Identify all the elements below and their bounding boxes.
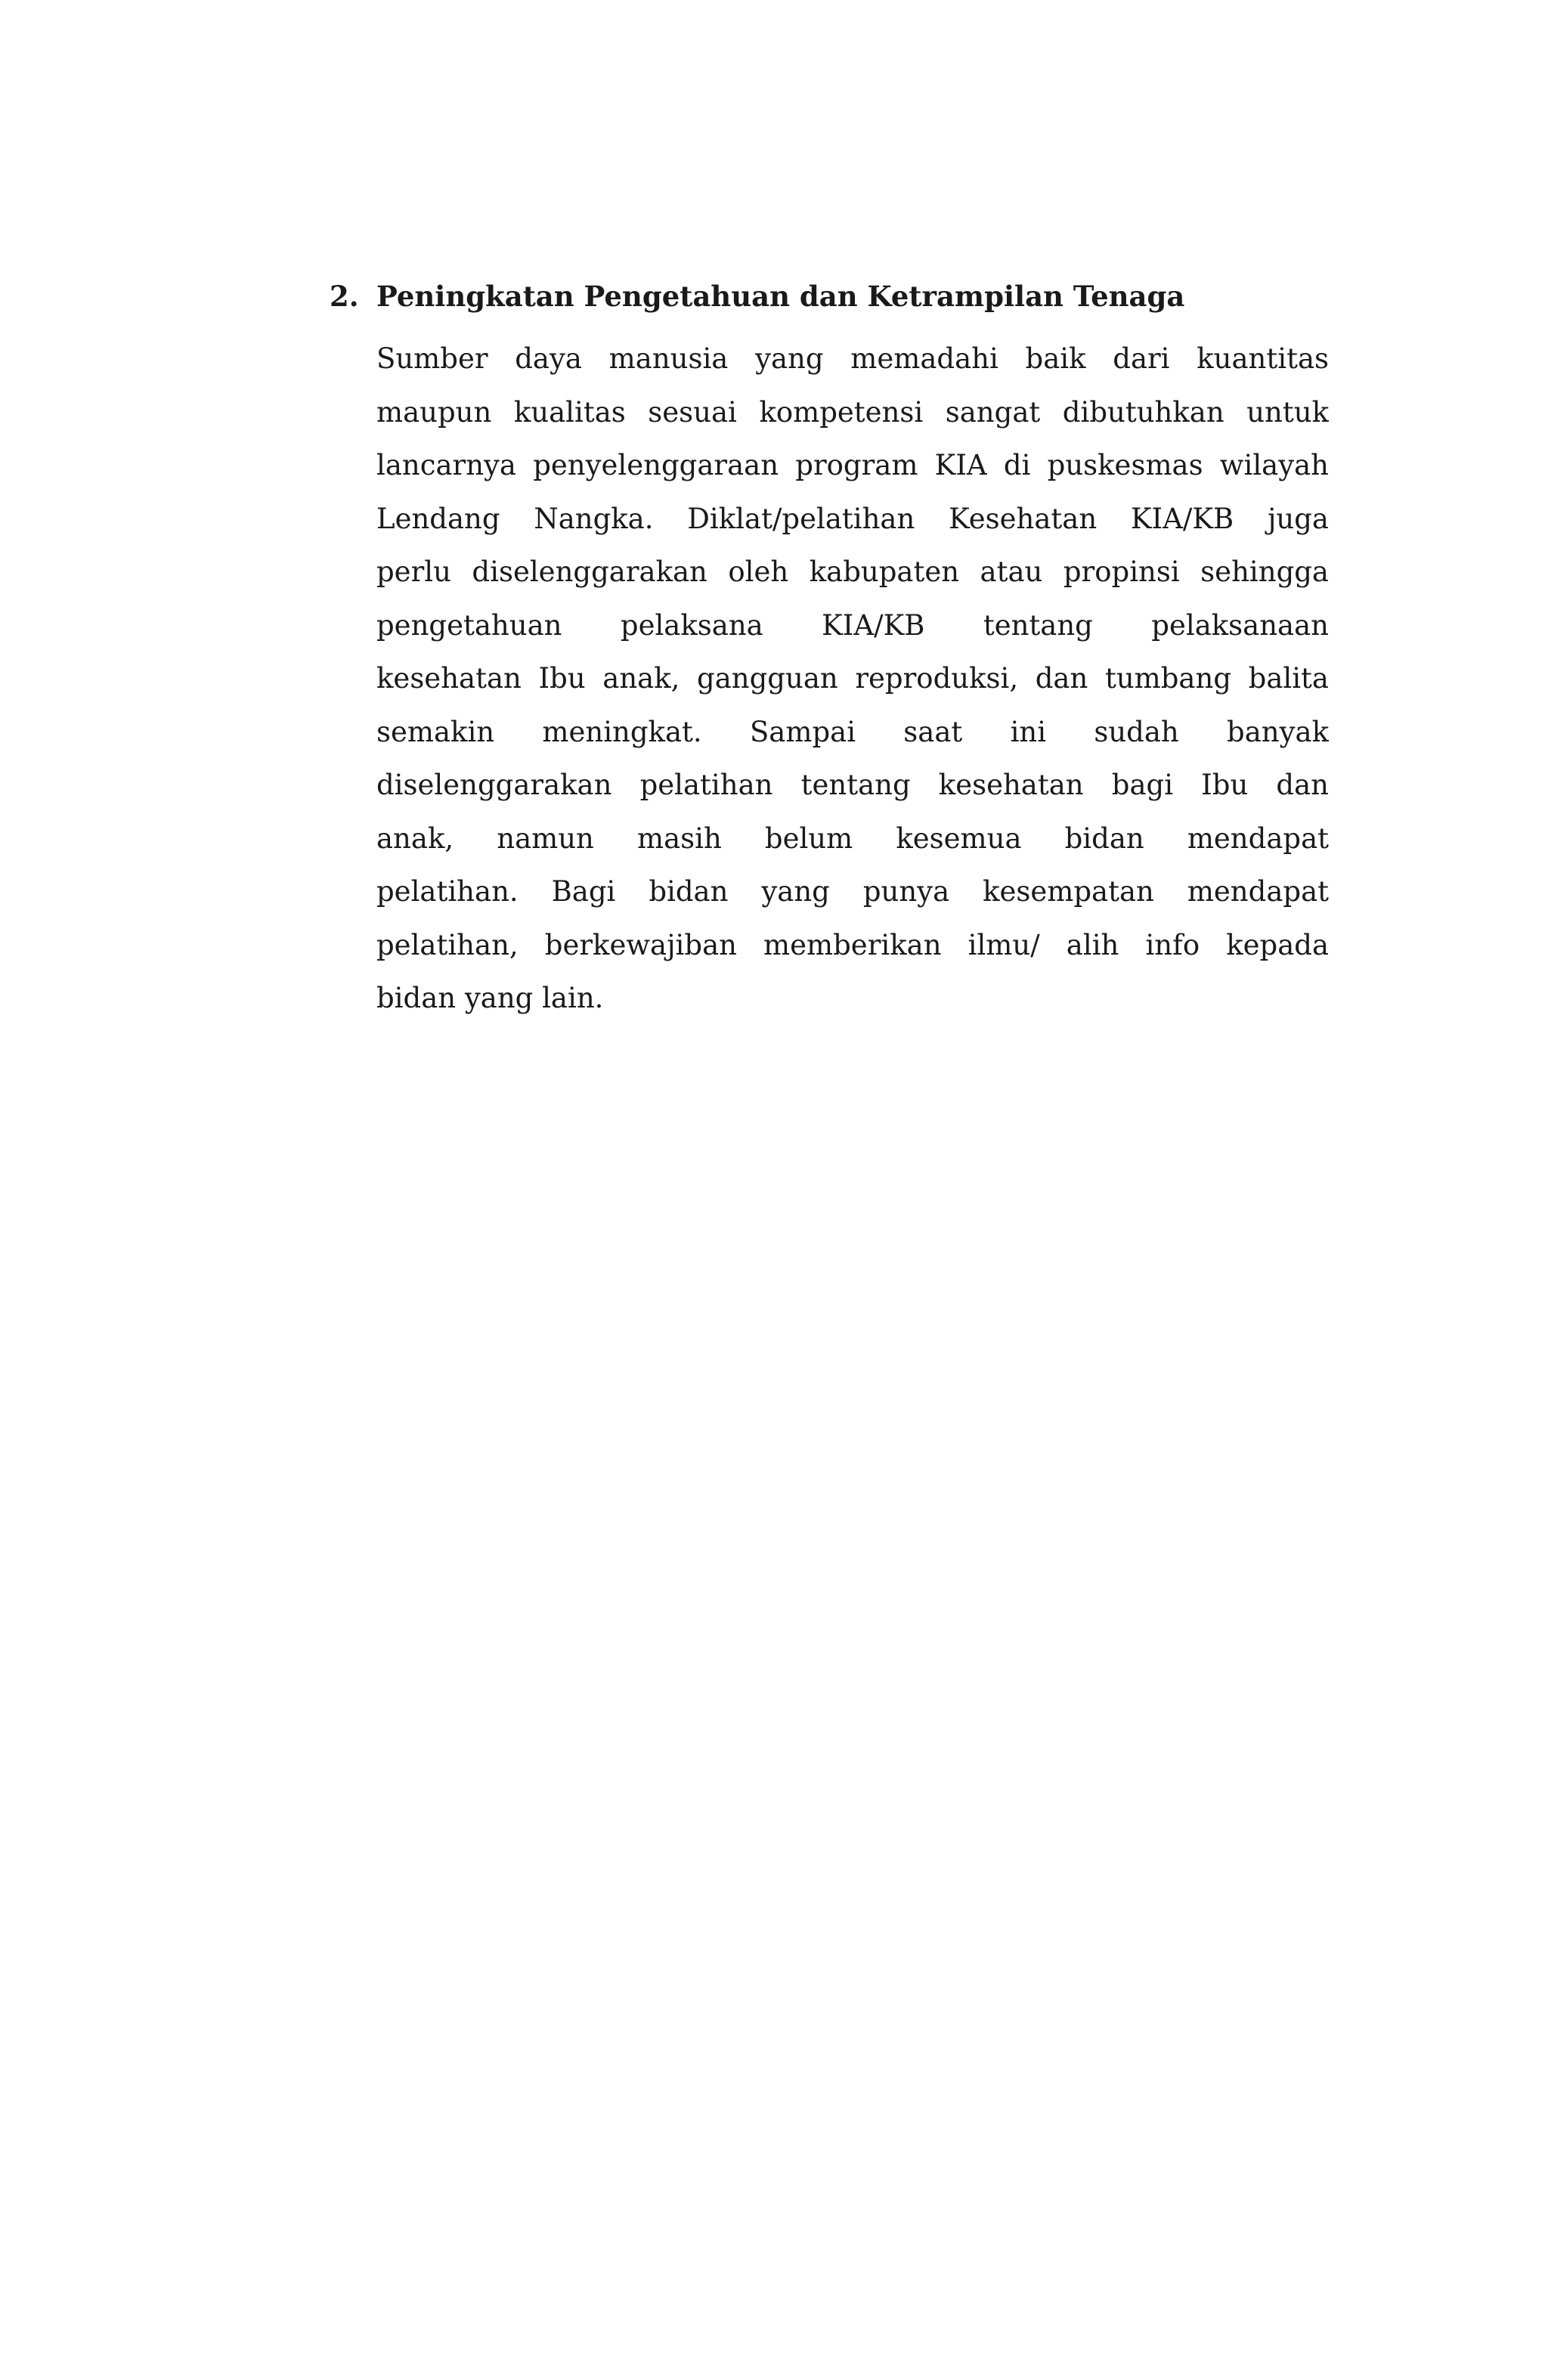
paragraph-line: kesehatan Ibu anak, gangguan reproduksi, dan tumbang balita (376, 662, 1329, 695)
paragraph-line: diselenggarakan pelatihan tentang kesehatan bagi Ibu dan (376, 769, 1329, 801)
paragraph-line: maupun kualitas sesuai kompetensi sangat dibutuhkan untuk (376, 395, 1329, 429)
section-2 (330, 280, 1330, 1026)
section-title: Peningkatan Pengetahuan dan Ketrampilan Tenaga (376, 280, 1185, 313)
paragraph-line: Sumber daya manusia yang memadahi baik dari kuantitas (376, 342, 1329, 375)
paragraph-line: semakin meningkat. Sampai saat ini sudah banyak (376, 715, 1329, 748)
paragraph-line: pelatihan. Bagi bidan yang punya kesempatan mendapat (376, 875, 1329, 908)
paragraph-line: bidan yang lain. (376, 982, 604, 1014)
paragraph-line: pelatihan, berkewajiban memberikan ilmu/ alih info kepada (376, 928, 1329, 961)
paragraph-line: pengetahuan pelaksana KIA/KB tentang pelaksanaan (376, 608, 1329, 642)
section-heading (330, 280, 1330, 333)
paragraph-line: anak, namun masih belum kesemua bidan mendapat (376, 822, 1329, 855)
paragraph-line: lancarnya penyelenggaraan program KIA di puskesmas wilayah (376, 449, 1329, 481)
paragraph-line: Lendang Nangka. Diklat/pelatihan Kesehatan KIA/KB juga (376, 502, 1329, 535)
section-number: 2. (330, 280, 359, 313)
paragraph-line: perlu diselenggarakan oleh kabupaten atau propinsi sehingga (376, 556, 1329, 588)
section-paragraph (376, 333, 1329, 1026)
